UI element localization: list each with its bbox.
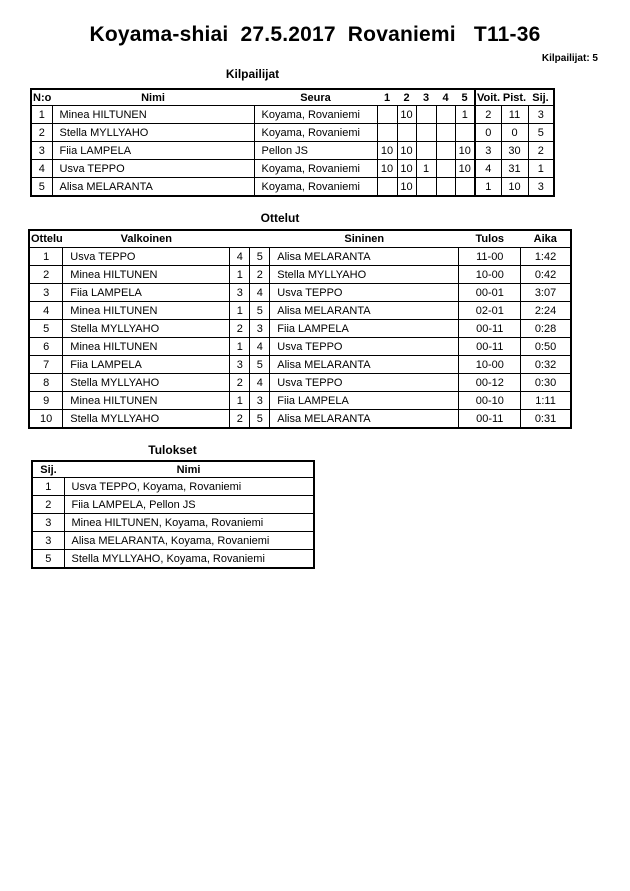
result-row (32, 550, 314, 569)
competitor-rank: 2 (528, 142, 554, 160)
blue-competitor-name: Alisa MELARANTA (270, 302, 459, 320)
competitors-heading: Kilpailijat (225, 67, 280, 81)
blue-competitor-name: Alisa MELARANTA (270, 410, 459, 429)
results-header-row (32, 461, 314, 478)
match-result: 11-00 (459, 248, 521, 266)
col-header-name: Nimi (141, 91, 165, 104)
match-time: 0:31 (521, 410, 571, 429)
result-row (32, 514, 314, 532)
match-time: 1:11 (521, 392, 571, 410)
blue-competitor-name: Alisa MELARANTA (270, 356, 459, 374)
match-result: 00-11 (459, 320, 521, 338)
competitor-points: 30 (501, 142, 528, 160)
round-3-score (416, 178, 436, 197)
competitor-club: Pellon JS (254, 142, 377, 160)
match-result: 10-00 (459, 266, 521, 284)
white-competitor-name: Usva TEPPO (63, 248, 230, 266)
competitor-points: 31 (501, 160, 528, 178)
competitor-wins: 1 (475, 178, 501, 197)
col-header-no: N:o (33, 91, 52, 104)
competitor-rank: 1 (528, 160, 554, 178)
blue-competitor-name: Alisa MELARANTA (270, 248, 459, 266)
match-number: 7 (29, 356, 63, 374)
white-competitor-name: Minea HILTUNEN (63, 266, 230, 284)
match-result: 10-00 (459, 356, 521, 374)
round-4-score (436, 178, 455, 197)
blue-competitor-name: Fiia LAMPELA (270, 392, 459, 410)
competitor-number: 3 (31, 142, 52, 160)
competitors-header-row (31, 89, 554, 106)
competitor-name: Minea HILTUNEN (52, 106, 254, 124)
white-competitor-name: Fiia LAMPELA (63, 356, 230, 374)
col-header-round-2: 2 (403, 91, 410, 104)
matches-heading: Ottelut (260, 211, 300, 225)
competitor-wins: 0 (475, 124, 501, 142)
match-time: 0:50 (521, 338, 571, 356)
match-result: 00-12 (459, 374, 521, 392)
round-1-score (377, 178, 397, 197)
round-1-score: 10 (377, 142, 397, 160)
final-rank: 1 (32, 478, 64, 496)
col-header-points: Pist. (502, 91, 527, 104)
round-3-score (416, 124, 436, 142)
competitor-row (31, 160, 554, 178)
col-header-wins: Voit. (475, 89, 501, 106)
round-4-score (436, 160, 455, 178)
round-5-score (455, 178, 475, 197)
match-time: 1:42 (521, 248, 571, 266)
col-header-blue-no (250, 230, 270, 248)
competitor-club: Koyama, Rovaniemi (254, 160, 377, 178)
round-3-score (416, 142, 436, 160)
match-number: 6 (29, 338, 63, 356)
blue-competitor-number: 5 (250, 410, 270, 429)
competitor-name: Usva TEPPO (52, 160, 254, 178)
col-header-final-name: Nimi (176, 463, 201, 476)
competitor-club: Koyama, Rovaniemi (254, 106, 377, 124)
match-result: 02-01 (459, 302, 521, 320)
col-header-white: Valkoinen (120, 233, 172, 245)
match-result: 00-11 (459, 410, 521, 429)
blue-competitor-number: 5 (250, 248, 270, 266)
competitor-row (31, 106, 554, 124)
final-competitor-name: Usva TEPPO, Koyama, Rovaniemi (64, 478, 314, 496)
white-competitor-name: Stella MYLLYAHO (63, 374, 230, 392)
match-number: 1 (29, 248, 63, 266)
match-number: 9 (29, 392, 63, 410)
col-header-round-4: 4 (442, 91, 449, 104)
page-title: Koyama-shiai 27.5.2017 Rovaniemi T11-36 (89, 23, 541, 46)
final-rank: 3 (32, 514, 64, 532)
match-number: 5 (29, 320, 63, 338)
match-time: 0:28 (521, 320, 571, 338)
competitor-number: 5 (31, 178, 52, 197)
match-time: 0:30 (521, 374, 571, 392)
col-header-white-no (230, 230, 250, 248)
final-competitor-name: Minea HILTUNEN, Koyama, Rovaniemi (64, 514, 314, 532)
white-competitor-name: Minea HILTUNEN (63, 392, 230, 410)
blue-competitor-name: Usva TEPPO (270, 374, 459, 392)
col-header-round-1: 1 (383, 91, 391, 104)
white-competitor-name: Stella MYLLYAHO (63, 410, 230, 429)
competitor-number: 2 (31, 124, 52, 142)
match-number: 2 (29, 266, 63, 284)
white-competitor-name: Minea HILTUNEN (63, 338, 230, 356)
result-row (32, 496, 314, 514)
result-row (32, 532, 314, 550)
blue-competitor-number: 2 (250, 266, 270, 284)
round-2-score: 10 (397, 178, 416, 197)
round-3-score: 1 (416, 160, 436, 178)
competitor-wins: 4 (475, 160, 501, 178)
match-row (29, 356, 571, 374)
final-rank: 2 (32, 496, 64, 514)
round-1-score: 10 (377, 160, 397, 178)
col-header-round-3: 3 (422, 91, 430, 104)
matches-header-row (29, 230, 571, 248)
match-time: 0:42 (521, 266, 571, 284)
match-result: 00-11 (459, 338, 521, 356)
white-competitor-name: Stella MYLLYAHO (63, 320, 230, 338)
blue-competitor-number: 5 (250, 356, 270, 374)
blue-competitor-number: 3 (250, 392, 270, 410)
match-row (29, 338, 571, 356)
col-header-club: Seura (300, 91, 331, 104)
col-header-rank: Sij. (532, 91, 549, 104)
round-2-score (397, 124, 416, 142)
white-competitor-number: 1 (230, 302, 250, 320)
competitor-number: 4 (31, 160, 52, 178)
match-row (29, 302, 571, 320)
white-competitor-number: 2 (230, 374, 250, 392)
competitor-number: 1 (31, 106, 52, 124)
col-header-final-rank: Sij. (40, 463, 57, 476)
competitor-wins: 3 (475, 142, 501, 160)
match-row (29, 320, 571, 338)
match-number: 8 (29, 374, 63, 392)
competitor-points: 10 (501, 178, 528, 197)
match-result: 00-01 (459, 284, 521, 302)
final-rank: 3 (32, 532, 64, 550)
col-header-blue: Sininen (344, 233, 385, 245)
blue-competitor-number: 3 (250, 320, 270, 338)
white-competitor-number: 1 (230, 338, 250, 356)
round-4-score (436, 124, 455, 142)
competitor-rank: 5 (528, 124, 554, 142)
white-competitor-name: Minea HILTUNEN (63, 302, 230, 320)
final-competitor-name: Stella MYLLYAHO, Koyama, Rovaniemi (64, 550, 314, 569)
competitor-rank: 3 (528, 178, 554, 197)
white-competitor-number: 2 (230, 410, 250, 429)
round-5-score (455, 124, 475, 142)
col-header-match: Ottelu (31, 233, 63, 245)
competitor-club: Koyama, Rovaniemi (254, 124, 377, 142)
round-4-score (436, 142, 455, 160)
match-row (29, 410, 571, 429)
match-number: 4 (29, 302, 63, 320)
match-time: 2:24 (521, 302, 571, 320)
matches-table (28, 229, 572, 429)
blue-competitor-number: 4 (250, 338, 270, 356)
blue-competitor-number: 4 (250, 284, 270, 302)
competitors-table (30, 88, 555, 197)
match-row (29, 374, 571, 392)
match-row (29, 392, 571, 410)
white-competitor-number: 1 (230, 392, 250, 410)
round-5-score: 1 (455, 106, 475, 124)
round-5-score: 10 (455, 160, 475, 178)
white-competitor-number: 4 (230, 248, 250, 266)
competitor-name: Alisa MELARANTA (52, 178, 254, 197)
white-competitor-number: 3 (230, 356, 250, 374)
match-row (29, 266, 571, 284)
competitor-points: 0 (501, 124, 528, 142)
result-row (32, 478, 314, 496)
col-header-result: Tulos (475, 233, 505, 245)
results-heading: Tulokset (148, 443, 197, 457)
blue-competitor-name: Stella MYLLYAHO (270, 266, 459, 284)
white-competitor-number: 3 (230, 284, 250, 302)
round-2-score: 10 (397, 160, 416, 178)
blue-competitor-number: 5 (250, 302, 270, 320)
competitor-row (31, 178, 554, 197)
round-2-score: 10 (397, 106, 416, 124)
match-row (29, 284, 571, 302)
final-competitor-name: Alisa MELARANTA, Koyama, Rovaniemi (64, 532, 314, 550)
round-4-score (436, 106, 455, 124)
white-competitor-number: 1 (230, 266, 250, 284)
blue-competitor-name: Fiia LAMPELA (270, 320, 459, 338)
match-number: 3 (29, 284, 63, 302)
competitor-name: Stella MYLLYAHO (52, 124, 254, 142)
competitor-row (31, 142, 554, 160)
match-time: 0:32 (521, 356, 571, 374)
round-2-score: 10 (397, 142, 416, 160)
match-result: 00-10 (459, 392, 521, 410)
blue-competitor-number: 4 (250, 374, 270, 392)
round-1-score (377, 106, 397, 124)
match-row (29, 248, 571, 266)
white-competitor-number: 2 (230, 320, 250, 338)
participants-count: Kilpailijat: 5 (541, 53, 598, 64)
round-5-score: 10 (455, 142, 475, 160)
competitor-points: 11 (501, 106, 528, 124)
competitor-rank: 3 (528, 106, 554, 124)
blue-competitor-name: Usva TEPPO (270, 284, 459, 302)
competitor-wins: 2 (475, 106, 501, 124)
col-header-round-5: 5 (461, 91, 468, 104)
competitor-name: Fiia LAMPELA (52, 142, 254, 160)
blue-competitor-name: Usva TEPPO (270, 338, 459, 356)
results-table (31, 460, 315, 569)
final-competitor-name: Fiia LAMPELA, Pellon JS (64, 496, 314, 514)
match-number: 10 (29, 410, 63, 429)
col-header-time: Aika (533, 233, 557, 245)
final-rank: 5 (32, 550, 64, 569)
competitor-row (31, 124, 554, 142)
match-time: 3:07 (521, 284, 571, 302)
round-3-score (416, 106, 436, 124)
round-1-score (377, 124, 397, 142)
competitor-club: Koyama, Rovaniemi (254, 178, 377, 197)
white-competitor-name: Fiia LAMPELA (63, 284, 230, 302)
